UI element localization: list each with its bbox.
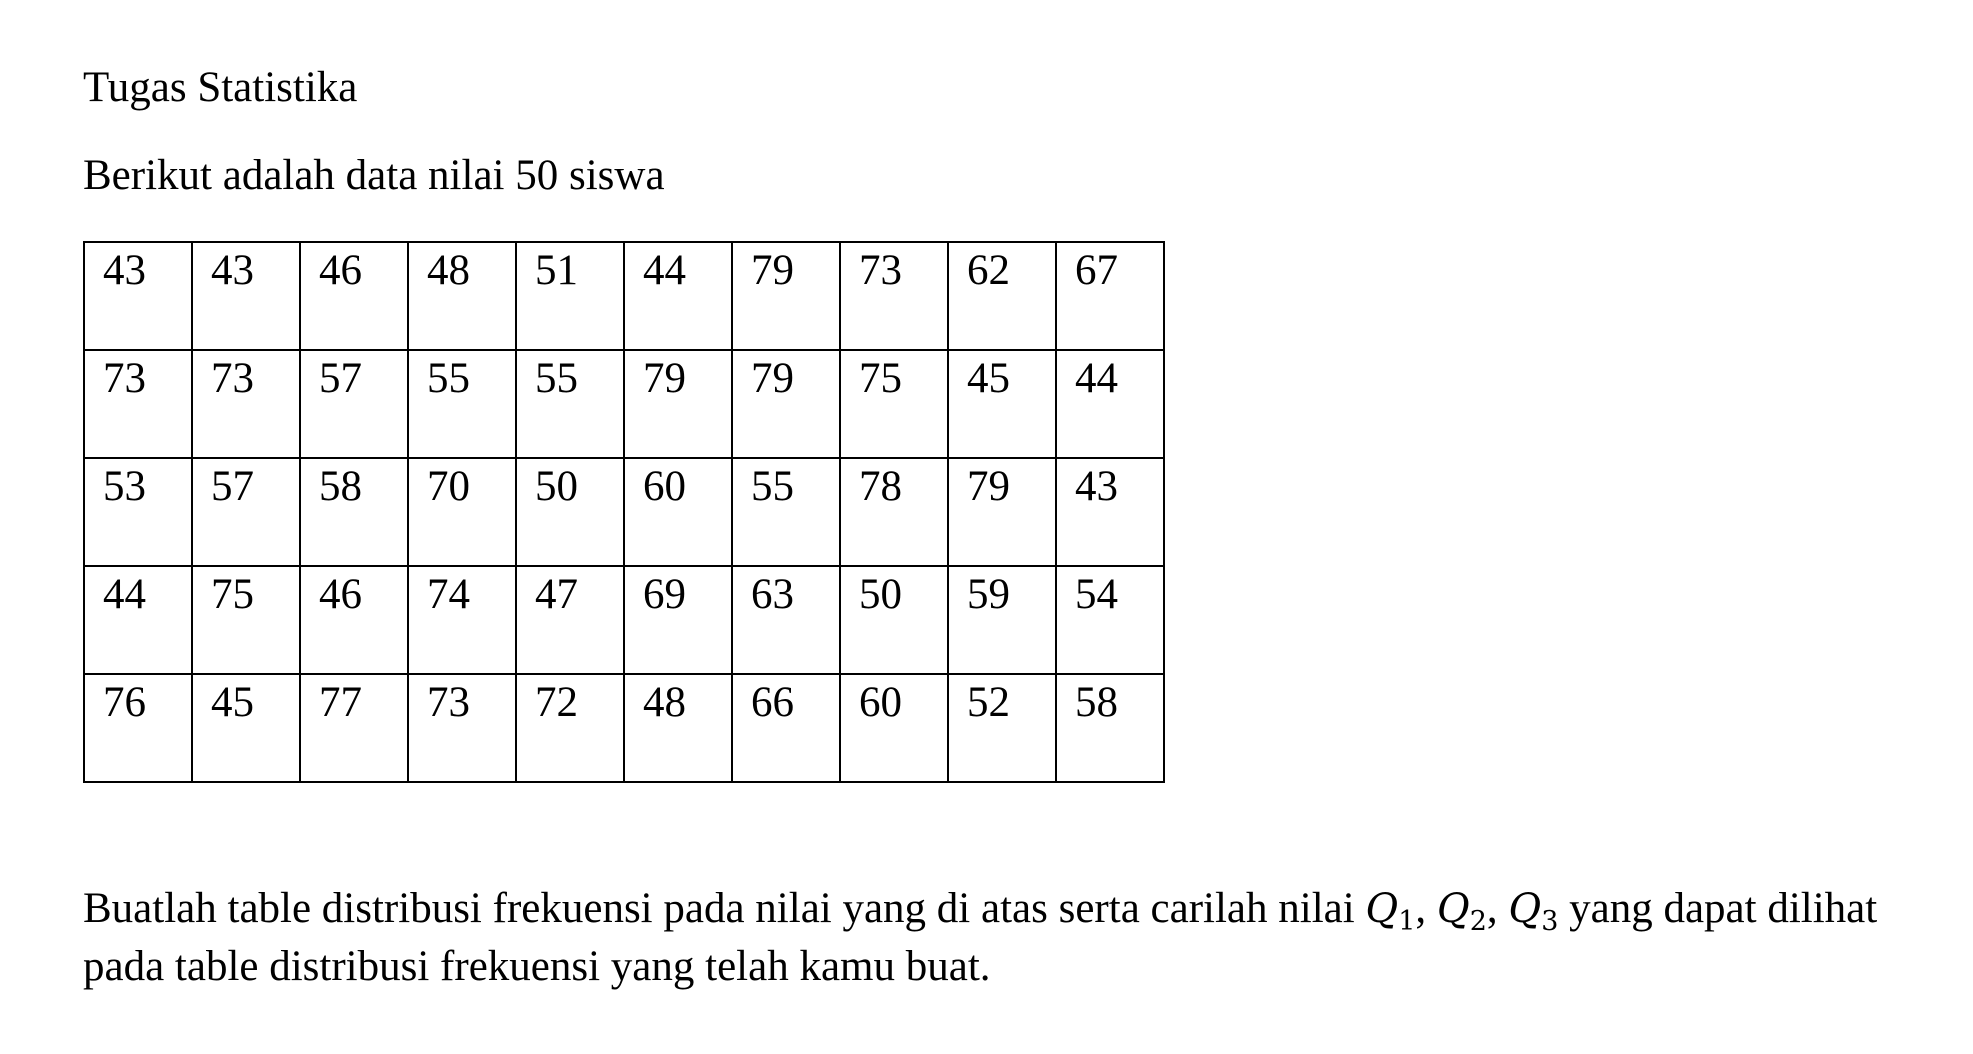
table-cell: 60 <box>840 674 948 782</box>
table-cell: 54 <box>1056 566 1164 674</box>
q1-symbol <box>1365 886 1416 937</box>
table-cell: 43 <box>1056 458 1164 566</box>
table-cell: 55 <box>408 350 516 458</box>
table-row <box>84 566 1164 674</box>
table-cell: 73 <box>84 350 192 458</box>
table-cell: 73 <box>840 242 948 350</box>
task-instruction <box>83 880 1913 996</box>
table-cell: 62 <box>948 242 1056 350</box>
table-cell: 66 <box>732 674 840 782</box>
scores-table-body <box>84 242 1164 782</box>
task-text-before: Buatlah table distribusi frekuensi pada nilai yang di atas serta carilah nilai <box>83 885 1366 932</box>
table-cell: 72 <box>516 674 624 782</box>
table-row <box>84 458 1164 566</box>
table-cell: 58 <box>300 458 408 566</box>
q1-subscript: 1 <box>1398 906 1416 937</box>
table-cell: 57 <box>300 350 408 458</box>
table-cell: 79 <box>732 242 840 350</box>
table-cell: 50 <box>516 458 624 566</box>
table-row <box>84 350 1164 458</box>
scores-table <box>83 241 1165 783</box>
q-separator-1: , <box>1415 885 1437 932</box>
table-cell: 43 <box>192 242 300 350</box>
table-cell: 45 <box>948 350 1056 458</box>
table-cell: 46 <box>300 566 408 674</box>
table-cell: 74 <box>408 566 516 674</box>
table-cell: 46 <box>300 242 408 350</box>
table-cell: 79 <box>948 458 1056 566</box>
table-cell: 73 <box>408 674 516 782</box>
table-cell: 50 <box>840 566 948 674</box>
table-cell: 48 <box>624 674 732 782</box>
table-cell: 58 <box>1056 674 1164 782</box>
q-separator-2: , <box>1486 885 1509 932</box>
table-cell: 52 <box>948 674 1056 782</box>
q1-letter: Q <box>1365 886 1399 932</box>
table-cell: 59 <box>948 566 1056 674</box>
table-cell: 69 <box>624 566 732 674</box>
table-cell: 44 <box>84 566 192 674</box>
table-cell: 63 <box>732 566 840 674</box>
table-cell: 57 <box>192 458 300 566</box>
table-cell: 43 <box>84 242 192 350</box>
document-title: Tugas Statistika <box>83 64 358 111</box>
table-cell: 44 <box>624 242 732 350</box>
table-cell: 73 <box>192 350 300 458</box>
table-cell: 45 <box>192 674 300 782</box>
table-cell: 78 <box>840 458 948 566</box>
table-cell: 55 <box>732 458 840 566</box>
table-cell: 67 <box>1056 242 1164 350</box>
table-cell: 55 <box>516 350 624 458</box>
table-cell: 47 <box>516 566 624 674</box>
table-row <box>84 242 1164 350</box>
table-cell: 48 <box>408 242 516 350</box>
task-text-after: yang dapat dilihat pada table distribusi frekuensi yang telah kamu buat. <box>83 885 1878 990</box>
table-cell: 51 <box>516 242 624 350</box>
table-cell: 60 <box>624 458 732 566</box>
table-cell: 53 <box>84 458 192 566</box>
q2-subscript: 2 <box>1469 906 1487 937</box>
q2-letter: Q <box>1436 886 1470 932</box>
table-cell: 70 <box>408 458 516 566</box>
data-intro-text: Berikut adalah data nilai 50 siswa <box>83 152 665 199</box>
table-cell: 44 <box>1056 350 1164 458</box>
table-cell: 75 <box>192 566 300 674</box>
table-cell: 77 <box>300 674 408 782</box>
table-cell: 75 <box>840 350 948 458</box>
table-cell: 79 <box>624 350 732 458</box>
q3-subscript: 3 <box>1541 906 1559 937</box>
table-cell: 76 <box>84 674 192 782</box>
q3-letter: Q <box>1508 886 1542 932</box>
q3-symbol <box>1508 886 1559 937</box>
table-cell: 79 <box>732 350 840 458</box>
table-row <box>84 674 1164 782</box>
q2-symbol <box>1436 886 1487 937</box>
